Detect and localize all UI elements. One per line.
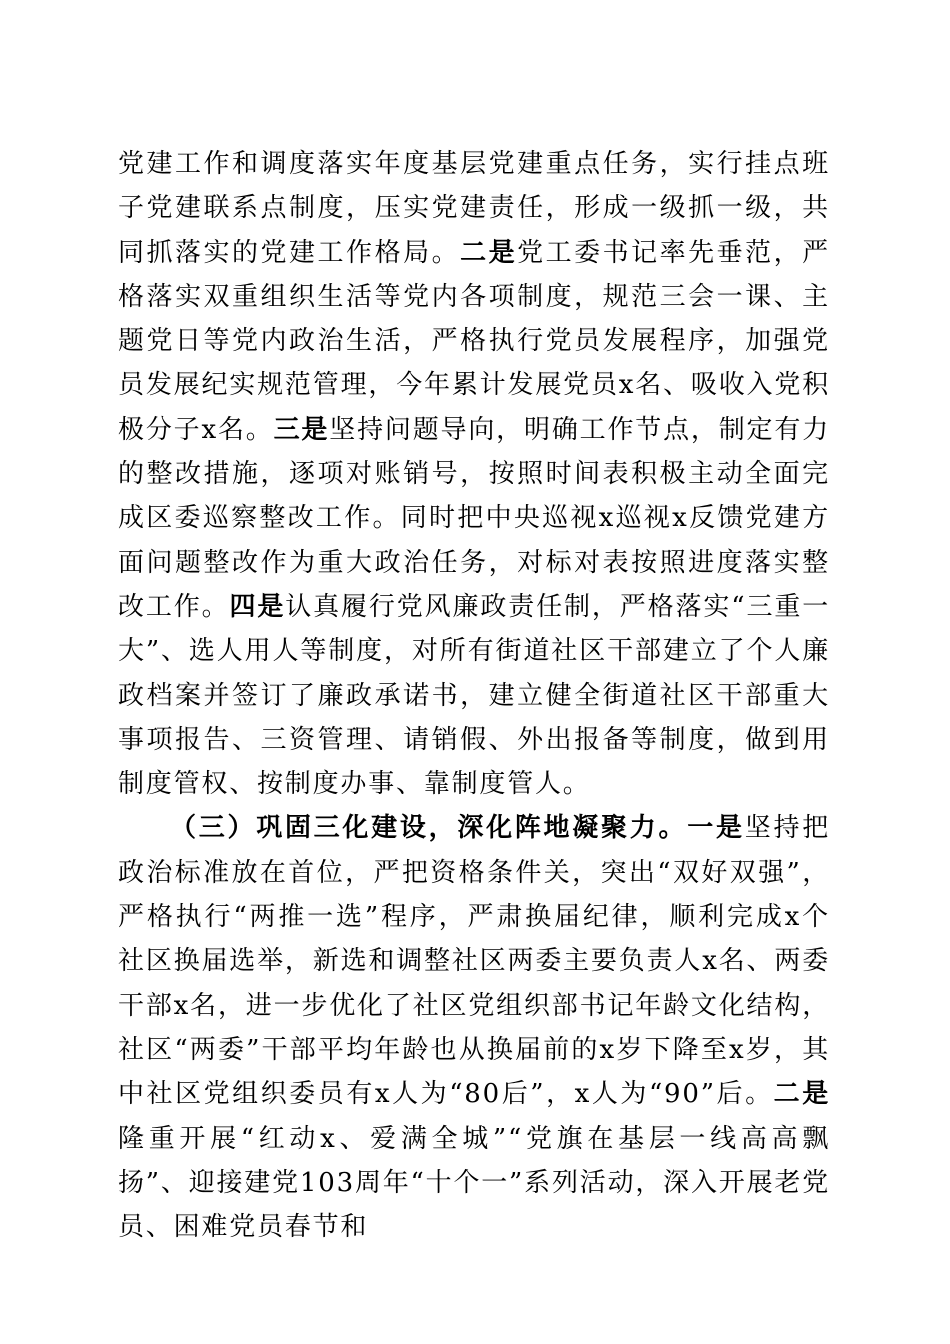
paragraph-section-three <box>118 806 830 1249</box>
text-run: 坚持把政治标准放在首位，严把资格条件关，突出“双好双强”，严格执行“两推一选”程序，严肃换届纪律，顺利完成x个社区换届选举，新选和调整社区两委主要负责人x名、两委干部x名，进一步优化了社区党组织部书记年龄文化结构，社区“两委”干部平均年龄也从换届前的x岁下降至x岁，其中社区党组织委员有x人为“80后”，x人为“90”后。 <box>118 813 830 1110</box>
text-run: 党建工作和调度落实年度基层党建重点任务，实行挂点班子党建联系点制度，压实党建责任，形成一级抓一级，共同抓落实的党建工作格局。 <box>118 149 830 268</box>
text-run: 隆重开展“红动x、爱满全城”“党旗在基层一线高高飘扬”、迎接建党103周年“十个一”系列活动，深入开展老党员、困难党员春节和 <box>118 1123 830 1243</box>
text-run: 坚持问题导向，明确工作节点，制定有力的整改措施，逐项对账销号，按照时间表积极主动全面完成区委巡察整改工作。同时把中央巡视x巡视x反馈党建方面问题整改作为重大政治任务，对标对表按照进度落实整改工作。 <box>118 414 831 622</box>
body-text <box>118 142 830 1249</box>
bold-run-second: 二是 <box>460 237 518 268</box>
paragraph-party-building-duties <box>118 142 830 806</box>
bold-run-fourth: 四是 <box>229 591 286 622</box>
bold-run-third: 三是 <box>273 414 330 445</box>
text-run: 认真履行党风廉政责任制，严格落实“三重一大”、选人用人等制度，对所有街道社区干部建立了个人廉政档案并签订了廉政承诺书，建立健全街道社区干部重大事项报告、三资管理、请销假、外出报备等制度，做到用制度管权、按制度办事、靠制度管人。 <box>118 591 831 800</box>
text-run: 党工委书记率先垂范，严格落实双重组织生活等党内各项制度，规范三会一课、主题党日等党内政治生活，严格执行党员发展程序，加强党员发展纪实规范管理，今年累计发展党员x名、吸收入党积极分子x名。 <box>118 237 830 445</box>
bold-run-second: 二是 <box>773 1079 831 1110</box>
section-heading-three: （三）巩固三化建设，深化阵地凝聚力。一是 <box>170 813 745 844</box>
